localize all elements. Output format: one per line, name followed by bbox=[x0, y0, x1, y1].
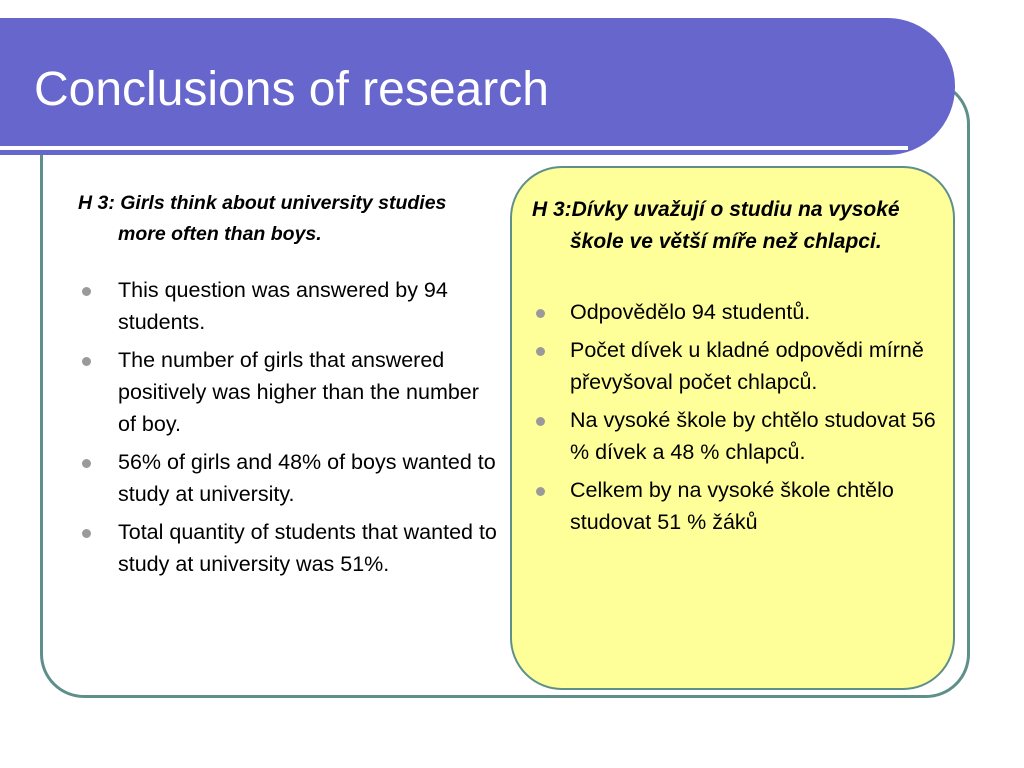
bullet-text: 56% of girls and 48% of boys wanted to study at university. bbox=[118, 450, 496, 506]
czech-hypothesis: H 3:Dívky uvažují o studiu na vysoké škole ve větší míře než chlapci. bbox=[532, 198, 900, 253]
bullet-icon bbox=[536, 309, 545, 318]
list-item bbox=[532, 334, 944, 398]
bullet-icon bbox=[536, 417, 545, 426]
list-item bbox=[78, 274, 498, 338]
bullet-text: Total quantity of students that wanted to study at university was 51%. bbox=[118, 520, 497, 576]
czech-column bbox=[532, 194, 944, 544]
list-item bbox=[532, 474, 944, 538]
bullet-text: Odpovědělo 94 studentů. bbox=[570, 300, 811, 324]
list-item bbox=[532, 296, 944, 328]
bullet-icon bbox=[536, 347, 545, 356]
list-item bbox=[78, 516, 498, 580]
bullet-icon bbox=[82, 357, 91, 366]
bullet-text: Počet dívek u kladné odpovědi mírně převyšoval počet chlapců. bbox=[570, 338, 924, 394]
english-hypothesis: H 3: Girls think about university studies more often than boys. bbox=[78, 192, 447, 245]
list-item bbox=[78, 344, 498, 440]
title-underline bbox=[0, 146, 908, 150]
bullet-icon bbox=[82, 287, 91, 296]
bullet-text: This question was answered by 94 students. bbox=[118, 278, 448, 334]
slide-title: Conclusions of research bbox=[34, 63, 549, 116]
title-bar bbox=[0, 18, 955, 155]
czech-bullet-list bbox=[532, 296, 944, 538]
english-bullet-list bbox=[78, 274, 498, 580]
bullet-icon bbox=[82, 529, 91, 538]
bullet-text: Celkem by na vysoké škole chtělo studovat 51 % žáků bbox=[570, 478, 894, 534]
list-item bbox=[532, 404, 944, 468]
bullet-icon bbox=[82, 459, 91, 468]
english-column bbox=[78, 188, 498, 586]
bullet-text: The number of girls that answered positively was higher than the number of boy. bbox=[118, 348, 479, 436]
list-item bbox=[78, 446, 498, 510]
bullet-icon bbox=[536, 487, 545, 496]
bullet-text: Na vysoké škole by chtělo studovat 56 % dívek a 48 % chlapců. bbox=[570, 408, 936, 464]
